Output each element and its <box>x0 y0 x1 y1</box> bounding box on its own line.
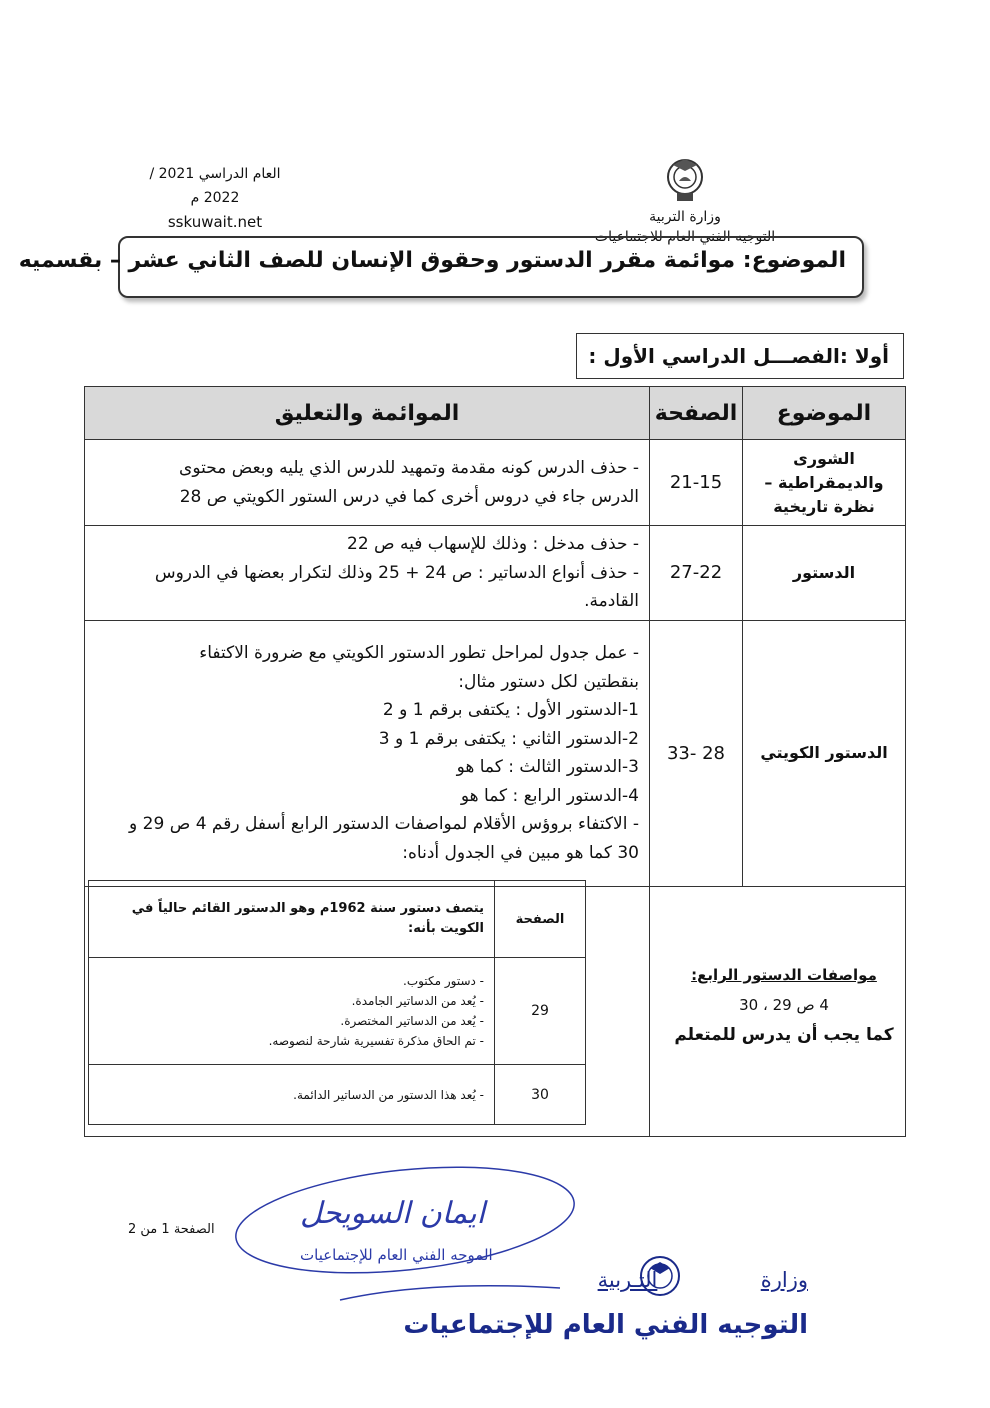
row-comment <box>85 440 650 526</box>
row-pages: 21-15 <box>650 440 743 526</box>
header-topic: الموضوع <box>743 387 906 440</box>
comment-line: 2-الدستور الثاني : يكتفى برقم 1 و 3 <box>378 728 639 749</box>
comment-line: بنقطتين لكل دستور مثال: <box>458 671 639 692</box>
inner-header-page: الصفحة <box>495 881 586 958</box>
list-item: - تم الحاق مذكرة تفسيرية شارحة لنصوصه. <box>268 1034 484 1048</box>
spec-block <box>662 960 906 1050</box>
comment-line: 3-الدستور الثالث : كما هو <box>456 757 639 777</box>
comment-line: الدرس جاء في دروس أخرى كما في درس الستور الكويتي ص 28 <box>179 486 639 507</box>
semester-title: أولا :الفصـــل الدراسي الأول : <box>588 344 889 368</box>
inner-header-desc: يتصف دستور سنة 1962م وهو الدستور القائم حالياً في الكويت بأنه: <box>89 881 495 958</box>
row-topic: الشورى والديمقراطية – نظرة تاريخية <box>743 440 906 526</box>
department-name: التوجيه الفني العام للاجتماعيات <box>594 229 776 245</box>
semester-title-box <box>576 333 904 379</box>
stamp-ministry-word: وزارة <box>760 1268 808 1292</box>
year-header <box>140 162 290 234</box>
academic-year: العام الدراسي 2021 / 2022 م <box>149 166 281 206</box>
row-pages: 27-22 <box>650 526 743 621</box>
comment-line: 30 كما هو مبين في الجدول أدناه: <box>402 842 639 863</box>
subject-label: الموضوع: <box>742 248 846 273</box>
inner-row-page: 30 <box>495 1065 586 1125</box>
subject-box <box>18 236 864 298</box>
ministry-header <box>585 157 785 247</box>
list-item: - دستور مكتوب. <box>403 974 484 988</box>
website-link[interactable]: sskuwait.net <box>167 213 263 231</box>
comment-line: - حذف مدخل : وذلك للإسهاب فيه ص 22 <box>347 534 639 554</box>
spec-title: مواصفات الدستور الرابع: <box>691 966 877 984</box>
spec-note: كما يجب أن يدرس للمتعلم <box>674 1025 894 1045</box>
list-item: - يُعد من الدساتير المختصرة. <box>340 1014 484 1028</box>
spec-ref: 4 ص 29 ، 30 <box>739 996 829 1014</box>
comment-line: 1-الدستور الأول : يكتفى برقم 1 و 2 <box>382 700 639 720</box>
list-item: - يُعد من الدساتير الجامدة. <box>351 994 484 1008</box>
constitution-specs-table <box>88 880 586 1125</box>
inner-header-row <box>89 881 586 958</box>
header-pages: الصفحة <box>650 387 743 440</box>
comment-line: - الاكتفاء بروؤس الأقلام لمواصفات الدستور الرابع أسفل رقم 4 ص 29 و <box>129 814 639 834</box>
inner-row-page: 29 <box>495 958 586 1065</box>
subject-text: موائمة مقرر الدستور وحقوق الإنسان للصف الثاني عشر – بقسميه <box>18 248 736 273</box>
comment-line: 4-الدستور الرابع : كما هو <box>460 785 639 806</box>
inner-row-items <box>89 1065 495 1125</box>
stamp-department: التوجيه الفني العام للإجتماعيات <box>403 1310 808 1340</box>
page-number: الصفحة 1 من 2 <box>128 1222 215 1237</box>
row-topic: الدستور الكويتي <box>743 620 906 886</box>
inner-row-items <box>89 958 495 1065</box>
signature-title: الموجه الفني العام للإجتماعيات <box>300 1246 493 1264</box>
comment-line: القادمة. <box>584 591 639 611</box>
ministry-name: وزارة التربية <box>649 209 721 225</box>
comment-line: - حذف الدرس كونه مقدمة وتمهيد للدرس الذي يليه وبعض محتوى <box>179 458 639 478</box>
signature-name: ايمان السويحل <box>300 1196 485 1231</box>
inner-row <box>89 1065 586 1125</box>
table-row <box>85 526 906 621</box>
row-comment <box>85 620 650 886</box>
stamp-ministry-name: التـربية <box>597 1268 658 1292</box>
row-topic: الدستور <box>743 526 906 621</box>
stamp-ministry <box>598 1268 808 1292</box>
row-comment <box>85 526 650 621</box>
table-row <box>85 440 906 526</box>
inner-row <box>89 958 586 1065</box>
comment-line: - عمل جدول لمراحل تطور الدستور الكويتي مع ضرورة الاكتفاء <box>199 643 639 663</box>
kuwait-emblem-icon <box>663 157 707 203</box>
list-item: - يُعد هذا الدستور من الدساتير الدائمة. <box>293 1087 484 1102</box>
signature-oval <box>230 1160 590 1310</box>
row-pages: 33- 28 <box>650 620 743 886</box>
table-row <box>85 620 906 886</box>
comment-line: - حذف أنواع الدساتير : ص 24 + 25 وذلك لتكرار بعضها في الدروس <box>154 562 639 583</box>
header-comment: الموائمة والتعليق <box>85 387 650 440</box>
